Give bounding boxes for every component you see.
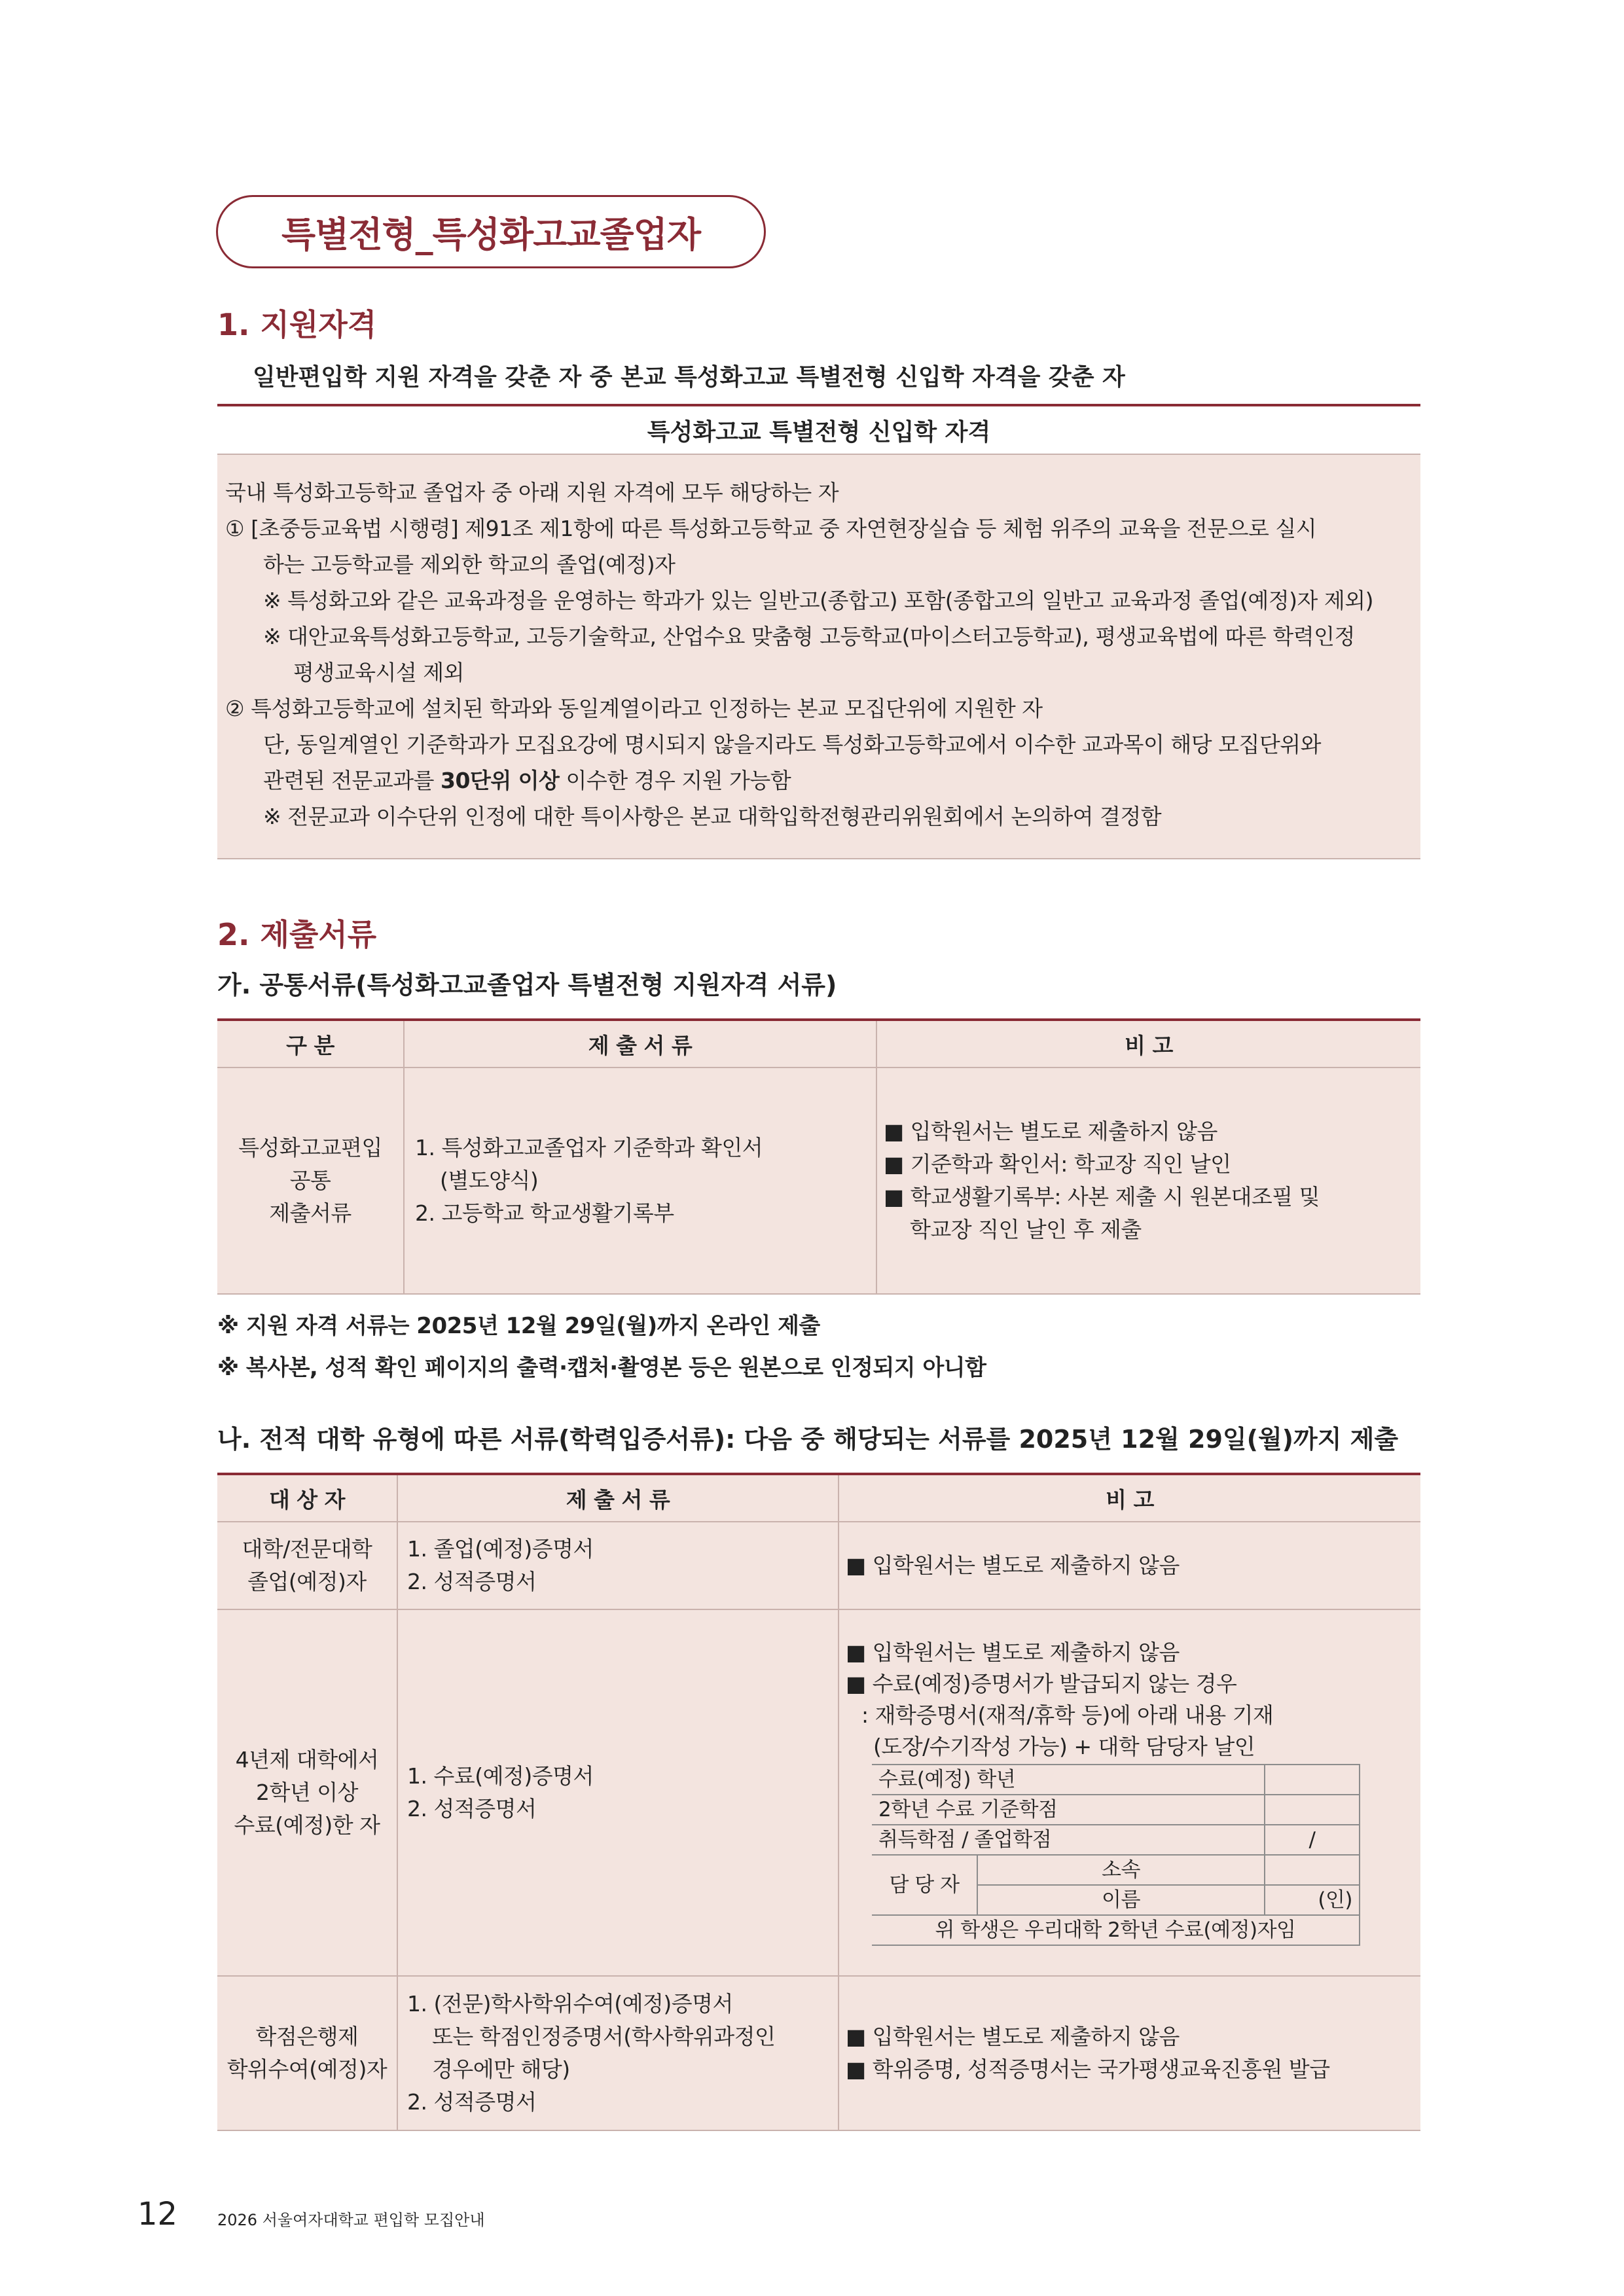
table-a-header-remarks: 비 고	[876, 1020, 1420, 1067]
qualification-intro: 국내 특성화고등학교 졸업자 중 아래 지원 자격에 모두 해당하는 자	[225, 480, 839, 505]
form-value	[1265, 1765, 1360, 1795]
target-line: 대학/전문대학	[242, 1536, 372, 1562]
remark: ■ 수료(예정)증명서가 발급되지 않는 경우	[846, 1671, 1237, 1696]
table-b-remarks	[839, 1976, 1420, 2130]
table-b-header-target: 대 상 자	[217, 1474, 397, 1522]
target-line: 수료(예정)한 자	[234, 1812, 380, 1838]
qualification-item1: ① [초중등교육법 시행령] 제91조 제1항에 따른 특성화고등학교 중 자연현장실습 등 체험 위주의 교육을 전문으로 실시	[225, 516, 1317, 541]
doc-item: 2. 성적증명서	[407, 2089, 537, 2115]
table-a-remark: 학교장 직인 날인 후 제출	[910, 1217, 1142, 1242]
qualification-item1-note2: ※ 대안교육특성화고등학교, 고등기술학교, 산업수요 맞춤형 고등학교(마이스터고등학교), 평생교육법에 따른 학력인정	[263, 624, 1355, 649]
section2-sub-b: 나. 전적 대학 유형에 따른 서류(학력입증서류): 다음 중 해당되는 서류를 2025년 12월 29일(월)까지 제출	[217, 1425, 1399, 1454]
table-b-remarks	[839, 1522, 1420, 1609]
qualification-item2-cont2	[225, 762, 1411, 798]
table-row	[217, 1609, 1420, 1976]
qualification-item2-text: 관련된 전문교과를	[263, 768, 441, 793]
remark: ■ 입학원서는 별도로 제출하지 않음	[846, 1640, 1180, 1665]
form-confirmation: 위 학생은 우리대학 2학년 수료(예정)자임	[872, 1915, 1360, 1945]
qualification-item1-cont: 하는 고등학교를 제외한 학교의 졸업(예정)자	[263, 552, 676, 577]
target-line: 2학년 이상	[256, 1780, 358, 1805]
doc-item: 경우에만 해당)	[432, 2056, 570, 2082]
form-label: 2학년 수료 기준학점	[872, 1795, 1265, 1825]
note-deadline: ※ 지원 자격 서류는 2025년 12월 29일(월)까지 온라인 제출	[217, 1313, 820, 1339]
remark: ■ 입학원서는 별도로 제출하지 않음	[846, 1552, 1180, 1578]
qualification-box-title: 특성화고교 특별전형 신입학 자격	[217, 404, 1420, 454]
remark: ■ 입학원서는 별도로 제출하지 않음	[846, 2024, 1180, 2049]
table-b-target	[217, 1609, 397, 1976]
qualification-credit-highlight: 30단위 이상	[441, 768, 560, 793]
doc-item: 1. (전문)학사학위수여(예정)증명서	[407, 1991, 733, 2017]
doc-item: 또는 학점인정증명서(학사학위과정인	[432, 2024, 776, 2049]
form-label: 수료(예정) 학년	[872, 1765, 1265, 1795]
qualification-item1-note2-cont: 평생교육시설 제외	[293, 660, 465, 685]
table-row	[217, 1976, 1420, 2130]
table-a-docs	[404, 1067, 876, 1294]
doc-item: 1. 수료(예정)증명서	[407, 1763, 594, 1789]
form-label: 취득학점 / 졸업학점	[872, 1825, 1265, 1855]
table-b-target	[217, 1522, 397, 1609]
qualification-item1-note1: ※ 특성화고와 같은 교육과정을 운영하는 학과가 있는 일반고(종합고) 포함(종합고의 일반고 교육과정 졸업(예정)자 제외)	[263, 588, 1374, 613]
table-b-docs	[397, 1522, 839, 1609]
page-number: 12	[137, 2196, 178, 2233]
target-line: 4년제 대학에서	[235, 1747, 379, 1772]
table-a-category-line: 특성화고교편입	[238, 1135, 382, 1160]
note-copies: ※ 복사본, 성적 확인 페이지의 출력·캡처·촬영본 등은 원본으로 인정되지 아니함	[217, 1355, 986, 1381]
table-a-remark: ■ 학교생활기록부: 사본 제출 시 원본대조필 및	[884, 1184, 1320, 1210]
target-line: 졸업(예정)자	[247, 1569, 367, 1594]
section1-summary: 일반편입학 지원 자격을 갖춘 자 중 본교 특성화고교 특별전형 신입학 자격을 갖춘 자	[253, 364, 1125, 391]
common-documents-table	[217, 1018, 1420, 1295]
table-a-doc-item: 1. 특성화고교졸업자 기준학과 확인서	[415, 1135, 763, 1160]
remark: : 재학증명서(재적/휴학 등)에 아래 내용 기재	[861, 1702, 1274, 1728]
qualification-item2-cont1: 단, 동일계열인 기준학과가 모집요강에 명시되지 않을지라도 특성화고등학교에서 이수한 교과목이 해당 모집단위와	[263, 732, 1322, 757]
footer-text: 2026 서울여자대학교 편입학 모집안내	[217, 2211, 485, 2229]
doc-item: 2. 성적증명서	[407, 1569, 537, 1594]
form-label: 이름	[977, 1885, 1265, 1915]
page-title: 특별전형_특성화고교졸업자	[216, 195, 766, 268]
table-a-header-docs: 제 출 서 류	[404, 1020, 876, 1067]
qualification-item2-text-end: 이수한 경우 지원 가능함	[559, 768, 791, 793]
remark: (도장/수기작성 가능) + 대학 담당자 날인	[873, 1734, 1255, 1759]
table-a-doc-item: (별도양식)	[440, 1168, 539, 1193]
table-b-docs	[397, 1976, 839, 2130]
table-a-remarks	[876, 1067, 1420, 1294]
table-a-category	[217, 1067, 404, 1294]
table-a-header-category: 구 분	[217, 1020, 404, 1067]
table-a-remark: ■ 입학원서는 별도로 제출하지 않음	[884, 1119, 1218, 1144]
table-a-remark: ■ 기준학과 확인서: 학교장 직인 날인	[884, 1151, 1231, 1177]
section2-sub-a: 가. 공통서류(특성화고교졸업자 특별전형 지원자격 서류)	[217, 971, 837, 999]
doc-item: 2. 성적증명서	[407, 1796, 537, 1821]
qualification-body	[217, 454, 1420, 859]
section2-title: 2. 제출서류	[217, 917, 377, 952]
remark: ■ 학위증명, 성적증명서는 국가평생교육진흥원 발급	[846, 2056, 1330, 2082]
academic-documents-table	[217, 1473, 1420, 2131]
form-label: 담 당 자	[872, 1855, 977, 1915]
table-b-remarks	[839, 1609, 1420, 1976]
table-b-header-docs: 제 출 서 류	[397, 1474, 839, 1522]
form-label: 소속	[977, 1855, 1265, 1885]
form-value: /	[1265, 1825, 1360, 1855]
qualification-item2: ② 특성화고등학교에 설치된 학과와 동일계열이라고 인정하는 본교 모집단위에 지원한 자	[225, 696, 1043, 721]
table-row	[217, 1522, 1420, 1609]
qualification-item2-note: ※ 전문교과 이수단위 인정에 대한 특이사항은 본교 대학입학전형관리위원회에서 논의하여 결정함	[263, 804, 1162, 829]
section1-title: 1. 지원자격	[217, 307, 377, 342]
target-line: 학위수여(예정)자	[226, 2056, 388, 2082]
table-a-category-line: 제출서류	[269, 1200, 352, 1226]
table-b-header-remarks: 비 고	[839, 1474, 1420, 1522]
target-line: 학점은행제	[255, 2024, 359, 2049]
form-seal: (인)	[1265, 1885, 1360, 1915]
table-a-category-line: 공통	[289, 1168, 331, 1193]
table-b-target	[217, 1976, 397, 2130]
qualification-box	[217, 404, 1420, 859]
form-value	[1265, 1855, 1360, 1885]
completion-form	[872, 1764, 1360, 1946]
table-b-docs	[397, 1609, 839, 1976]
doc-item: 1. 졸업(예정)증명서	[407, 1536, 594, 1562]
table-a-doc-item: 2. 고등학교 학교생활기록부	[415, 1200, 674, 1226]
form-value	[1265, 1795, 1360, 1825]
